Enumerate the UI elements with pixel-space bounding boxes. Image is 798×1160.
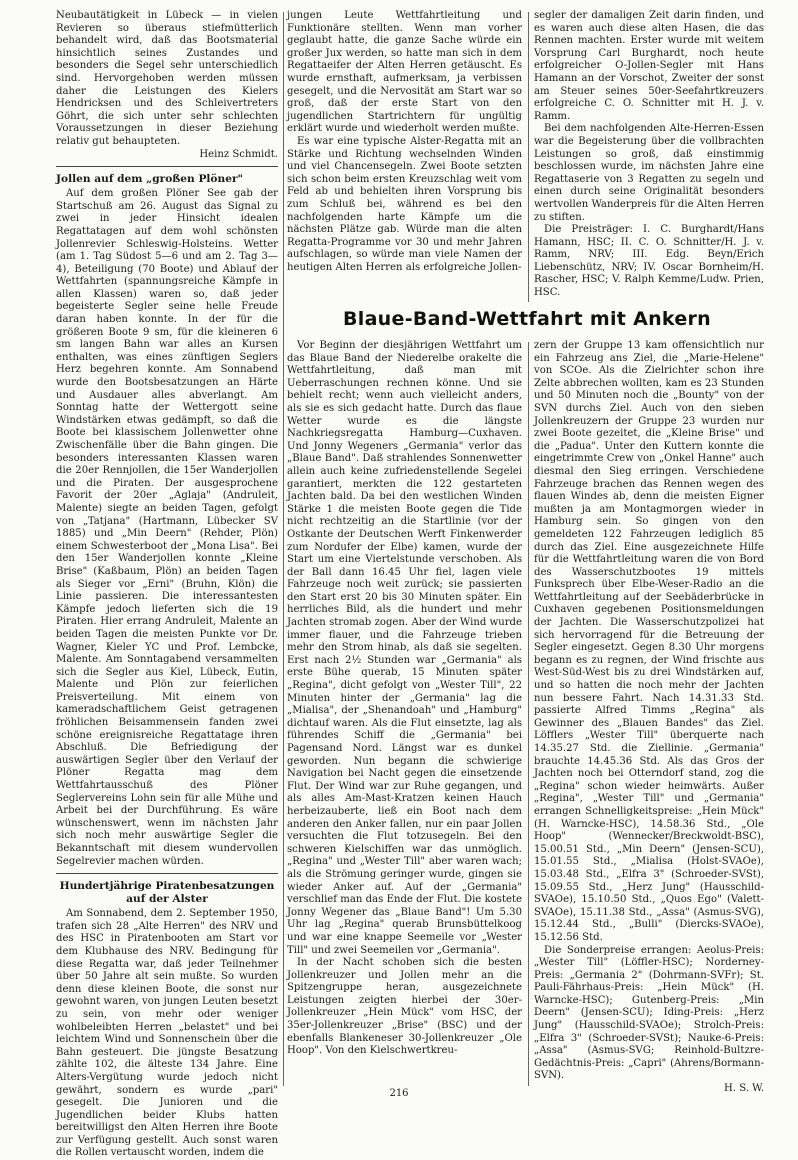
regatta-paragraph: Es war eine typische Alster-Regatta mit an Stärke und Richtung wechselnden Winden und viel Chancensegeln. Zwei Boote setzten sich schon beim ersten Kreuzschlag weit vom Feld ab und behielten ihren Vorsprung bis zum Schluß bei, während es bei den nachfolgenden harte Kämpfe um die nächsten Plätze gab. Würde man die alten Regatta-Programme vor 30 und mehr Jahren aufschlagen, so würde man viele Namen der heutigen Alten Herren als erfolgreiche Jollen- — [287, 135, 522, 273]
preistraeger-paragraph: Die Preisträger: I. C. Burghardt/Hans Hamann, HSC; II. C. O. Schnitter/H. J. v. Ramm, NRV; III. Edg. Beyn/Erich Liebenschütz, NRV; IV. Oscar Bornheim/H. Rascher, HSC; V. Ralph Kemme/Ludw. Prien, HSC. — [534, 224, 764, 299]
page-number: 216 — [389, 1088, 409, 1099]
column-rule — [528, 12, 529, 302]
section-divider — [56, 166, 278, 167]
article-headline: Blaue-Band-Wettfahrt mit Ankern — [342, 308, 712, 330]
column-middle-bottom — [287, 340, 522, 1088]
column-right-bottom — [534, 340, 764, 1095]
intro-signature: Heinz Schmidt. — [199, 148, 278, 160]
sonderpreise-paragraph: Die Sonderpreise errangen: Aeolus-Preis: „Wester Till" (Löffler-HSC); Norderney-Preis: „Germania 2" (Dohrmann-SVFr); St. Pauli-Fährhaus-Preis: „Hein Mück" (H. Warncke-HSC); Gutenberg-Preis: „Min Deern" (Jensen-SCU); Iding-Preis: „Herz Jung" (Hausschild-SVAOe); Strolch-Preis: „Elfra 3" (Schroeder-SVSt); Nauke-6-Preis: „Assa" (Asmus-SVG; Reinhold-Bultzre-Gedächtnis-Preis: „Capri" (Ahrens/Bormann-SVN). — [534, 944, 764, 1082]
section-divider — [56, 873, 278, 874]
results-paragraph: zern der Gruppe 13 kam offensichtlich nur ein Fahrzeug ans Ziel, die „Marie-Helene" von SCOe. Als die Zielrichter schon ihre Zelte abbrechen wollten, kam es 23 Stunden und 50 Minuten noch die „Bounty" von der SVN durchs Ziel. Auch von den sieben Jollenkreuzern der Gruppe 23 wurden nur zwei Boote gezeitet, die „Kleine Brise" und die „Padua". Unter den Kuttern konnte die eingetrimmte Crew von „Onkel Hanne" auch diesmal den Sieg erringen. Verschiedene Fahrzeuge brachen das Rennen wegen des flauen Windes ab, denn die meisten Eigner mußten ja am Montagmorgen wieder in Hamburg sein. So gingen von den gemeldeten 122 Fahrzeugen lediglich 85 durch das Ziel. Eine ausgezeichnete Hilfe für die Wettfahrtleitung waren die von Bord des Wasserschutzbootes 19 mittels Funksprech über Elbe-Weser-Radio an die Wettfahrtleitung auf der Seebäderbrücke in Cuxhaven gegebenen Positionsmeldungen der Jachten. Die Wasserschutzpolizei hat sich hervorragend für die Betreuung der Segler eingesetzt. Gegen 8.30 Uhr morgens begann es zu regnen, der Wind frischte aus West-Süd-West bis zu drei Windstärken auf, und so hatten die noch mehr der Jachten nun bessere Fahrt. Nach 14.31.33 Std. passierte Alfred Timms „Regina" als Gewinner des „Blauen Bandes" das Ziel. Löfflers „Wester Till" überquerte nach 14.35.27 Std. die Ziellinie. „Germania" brauchte 14.45.36 Std. Als das Gros der Jachten noch bei Otterndorf stand, zog die „Regina" schon wieder heimwärts. Außer „Regina", „Wester Till" und „Germania" errangen Schnelligkeitspreise: „Hein Mück" (H. Warncke-HSC), 14.58.36 Std., „Ole Hoop" (Wennecker/Breckwoldt-BSC), 15.00.51 Std., „Min Deern" (Jensen-SCU), 15.01.55 Std., „Mialisa (Holst-SVAOe), 15.03.48 Std., „Elfra 3" (Schroeder-SVSt), 15.09.55 Std., „Herz Jung" (Hausschild-SVAOe), 15.10.50 Std., „Quos Ego" (Valett-SVAOe), 15.11.38 Std., „Assa" (Asmus-SVG), 15.12.44 Std., „Bulli" (Diercks-SVAOe), 15.12.56 Std. — [534, 340, 764, 943]
essen-paragraph: Bei dem nachfolgenden Alte-Herren-Essen war die Begeisterung über die vollbrachten Leistungen so groß, daß einstimmig beschlossen wurde, im nächsten Jahre eine Regattaserie von 3 Regatten zu segeln und einen durch seine Originalität besonders wertvollen Wanderpreis für die Alten Herren zu stiften. — [534, 123, 764, 223]
pirat-paragraph: Am Sonnabend, dem 2. September 1950, trafen sich 28 „Alte Herren" des NRV und des HSC in Piratenbooten am Start vor dem Klubhause des NRV. Bedingung für diese Regatta war, daß jeder Teilnehmer über 50 Jahre alt sein mußte. So wurden denn diese kleinen Boote, die sonst nur gewohnt waren, von jungen Leuten besetzt zu sein, von mehr oder weniger wohlbeleibten Herren „belastet" und bei leichtem Wind und Sonnenschein über die Bahn gesteuert. Die jüngste Besatzung zählte 102, die älteste 134 Jahre. Eine Alters-Vergütung wurde jedoch nicht gewährt, sondern es wurde „pari" gesegelt. Die Junioren und die Jugendlichen beider Klubs hatten bereitwilligst den Alten Herren ihre Boote zur Verfügung gestellt. Auch sonst waren die Rollen vertauscht worden, indem die — [56, 908, 278, 1159]
intro-paragraph: Neubautätigkeit in Lübeck — in vielen Revieren so überaus stiefmütterlich behandelt wird, daß das Bootsmaterial hinsichtlich seines Zustandes und besonders die Segel sehr unterschiedlich sind. Hervorgehoben werden müssen daher die Leistungen des Kielers Hendricksen und des Schleivertreters Göhrt, die sich unter sehr schlechten Voraussetzungen in dieser Beziehung relativ gut behaupteten. — [56, 10, 278, 147]
column-right-top — [534, 10, 764, 304]
column-left — [56, 10, 278, 1159]
column-rule — [528, 342, 529, 1086]
continued-paragraph: jungen Leute Wettfahrtleitung und Funktionäre stellten. Wenn man vorher geglaubt hatte, die ganze Sache würde ein großer Jux werden, so hatte man sich in dem Regattaeifer der Alten Herren getäuscht. Es wurde ernsthaft, aufmerksam, ja verbissen gesegelt, und die Nervosität am Start war so groß, daß der erste Start von den jugendlichen Startrichtern für ungültig erklärt wurde und wiederholt werden mußte. — [287, 10, 522, 135]
continued-paragraph: segler der damaligen Zeit darin finden, und es waren auch diese alten Hasen, die das Rennen machten. Erster wurde mit weitem Vorsprung Carl Burghardt, noch heute erfolgreicher O-Jollen-Segler mit Hans Hamann an der Vorschot, Zweiter der sonst am Steuer seines 50er-Seefahrtkreuzers erfolgreiche C. O. Schnitter mit H. J. v. Ramm. — [534, 10, 764, 122]
pirat-heading: Hundertjährige Piratenbesatzungen auf der Alster — [59, 880, 275, 906]
column-rule — [283, 12, 284, 1086]
column-middle-top — [287, 10, 522, 316]
plon-heading: Jollen auf dem „großen Plöner" — [56, 173, 244, 186]
article-signature: H. S. W. — [723, 1083, 764, 1095]
plon-paragraph: Auf dem großen Plöner See gab der Startschuß am 26. August das Signal zu zwei in jeder Hinsicht idealen Regattatagen auf dem wohl schönsten Jollenrevier Schleswig-Holsteins. Wetter (am 1. Tag Südost 5—6 und am 2. Tag 3—4), Beteiligung (70 Boote) und Ablauf der Wettfahrten (spannungsreiche Kämpfe in allen Klassen) waren so, daß jeder begeisterte Segler seine helle Freude daran haben konnte. In der für die größeren Boote 9 sm, für die kleineren 6 sm langen Bahn war alles an Kursen enthalten, was eines zünftigen Seglers Herz begehren konnte. Am Sonnabend wurde den Bootsbesatzungen an Härte und Ausdauer alles abverlangt. Am Sonntag hatte der Wettergott seine Windstärken etwas gedämpft, so daß die Boote bei klassischem Jollenwetter ohne Zwischenfälle über die Bahn gingen. Die besonders interessanten Klassen waren die 20er Rennjollen, die 15er Wanderjollen und die Piraten. Der ausgesprochene Favorit der 20er „Aglaja" (Andruleit, Malente) siegte an beiden Tagen, gefolgt von „Tatjana" (Hartmann, Lübecker SV 1885) und „Min Deern" (Rehder, Plön) einem Schwesterboot der „Mona Lisa". Bei den 15er Wanderjollen konnte „Kleine Brise" (Kaßbaum, Plön) an beiden Tagen als Sieger vor „Erni" (Bruhn, Klön) die Linie passieren. Die interessantesten Kämpfe jedoch lieferten sich die 19 Piraten. Hier errang Andruleit, Malente an beiden Tagen die meisten Punkte vor Dr. Wagner, Kieler YC und Prof. Lembcke, Malente. Am Sonntagabend versammelten sich die Segler aus Kiel, Lübeck, Eutin, Malente und Plön zur feierlichen Preisverteilung. Mit einem von kameradschaftlichem Geist getragenen fröhlichen Beisammensein fanden zwei schöne ereignisreiche Regattatage ihren Abschluß. Die Befriedigung der auswärtigen Segler über den Verlauf der Plöner Regatta mag dem Wettfahrtausschuß des Plöner Seglervereins Lohn sein für alle Mühe und Arbeit bei der Durchführung. Es wäre wünschenswert, wenn im nächsten Jahr sich noch mehr auswärtige Segler die Bekanntschaft mit diesem wundervollen Segelrevier machen würden. — [56, 188, 278, 867]
night-paragraph: In der Nacht schoben sich die besten Jollenkreuzer und Jollen mehr an die Spitzengruppe heran, ausgezeichnete Leistungen zeigten hierbei der 30er-Jollenkreuzer „Hein Mück" vom HSC, der 35er-Jollenkreuzer „Brise" (BSC) und der ebenfalls Blankeneser 30-Jollenkreuzer „Ole Hoop". Von den Kielschwertkreu- — [287, 957, 522, 1057]
blue-band-paragraph: Vor Beginn der diesjährigen Wettfahrt um das Blaue Band der Niederelbe orakelte die Wettfahrtleitung, daß man mit Ueberraschungen rechnen könne. Und sie behielt recht; wenn auch vielleicht anders, als sie es sich gedacht hatte. Durch das flaue Wetter wurde es die längste Nachkriegsregatta Hamburg—Cuxhaven. Und Jonny Wegeners „Germania" verlor das „Blaue Band". Daß strahlendes Sonnenwetter allein auch keine zufriedenstellende Segelei garantiert, merkten die 122 gestarteten Jachten bald. Da bei den westlichen Winden Stärke 1 die meisten Boote gegen die Tide nicht rechtzeitig an die Startlinie (vor der Ostkante der Deutschen Werft Finkenwerder zum Nordufer der Elbe) kamen, wurde der Start um eine Viertelstunde verschoben. Als der Ball dann 16.45 Uhr fiel, lagen viele Fahrzeuge noch weit zurück; sie passierten den Start erst 20 bis 30 Minuten später. Ein herrliches Bild, als die hundert und mehr Jachten stromab zogen. Aber der Wind wurde immer flauer, und die Fahrzeuge trieben mehr den Strom hinab, als daß sie segelten. Erst nach 2½ Stunden war „Germania" als erste Bühe querab, 15 Minuten später „Regina", dicht gefolgt von „Wester Till", 22 Minuten hinter der „Germania" lag die „Mialisa", der „Shenandoah" und „Hamburg" dichtauf waren. Als die Flut einsetzte, lag als führendes Schiff die „Germania" bei Pagensand Nord. Längst war es dunkel geworden. Nun begann die schwierige Navigation bei Nacht gegen die einsetzende Flut. Der Wind war zur Ruhe gegangen, und als alles Am-Mast-Kratzen keinen Hauch herbeizauberte, ließ ein Boot nach dem anderen den Anker fallen, nur ein paar Jollen versuchten die Flut totzusegeln. Bei den schweren Kielschiffen war das unmöglich. „Regina" und „Wester Till" aber waren wach; als die Strömung geringer wurde, gingen sie wieder Anker auf. Auf der „Germania" verschlief man das Ende der Flut. Die kostete Jonny Wegener das „Blaue Band"! Um 5.30 Uhr lag „Regina" querab Brunsbüttelkoog und war eine knappe Seemeile vor „Wester Till" und zwei Seemeilen vor „Germania". — [287, 340, 522, 956]
